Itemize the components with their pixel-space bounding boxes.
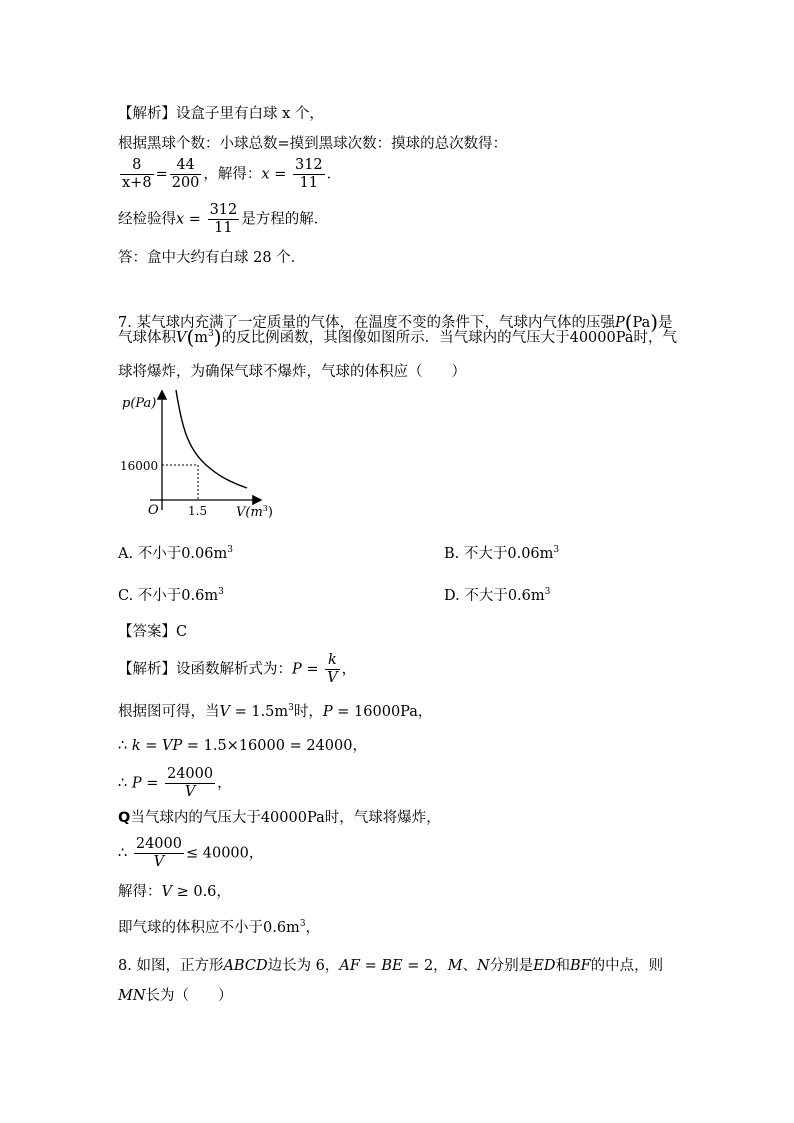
q7-analysis-6	[118, 836, 263, 871]
fraction	[293, 157, 325, 192]
numerator: 312	[209, 202, 238, 218]
text: 8. 如图，正方形	[118, 958, 224, 974]
option-d[interactable]	[444, 586, 550, 606]
value: = 1.5×16000 = 24000	[182, 738, 353, 754]
q6-line2: 根据黑球个数：小球总数=摸到黑球次数：摸球的总次数得：	[118, 136, 508, 152]
paren: )	[650, 310, 659, 334]
fraction	[134, 836, 184, 871]
option-c[interactable]	[118, 586, 224, 606]
x-label-close: )	[267, 505, 273, 520]
option-text: 不大于	[463, 546, 508, 562]
unit: Pa	[615, 330, 634, 346]
curve	[176, 390, 247, 488]
variable: P	[322, 704, 333, 720]
text: 气球体积	[118, 330, 176, 346]
option-label: C.	[118, 588, 134, 604]
q7-analysis-1	[118, 652, 356, 687]
variable: BF	[569, 958, 591, 974]
equals: =	[140, 738, 163, 754]
option-text: 不小于	[137, 546, 182, 562]
value: ≥ 0.6	[176, 884, 217, 900]
exponent: 3	[288, 703, 294, 713]
inverse-graph	[110, 388, 290, 528]
text: ，	[217, 775, 232, 792]
text: ，	[248, 845, 264, 862]
option-value: 0.06m	[507, 546, 554, 562]
q6-equation	[118, 157, 341, 192]
variable: V	[219, 704, 230, 720]
y-axis-label: p(Pa)	[122, 396, 157, 411]
q6-analysis-line	[118, 104, 324, 124]
text: 分别是	[489, 958, 534, 974]
text: 是方程的解．	[241, 211, 329, 228]
denominator: V	[153, 854, 165, 870]
variable: ABCD	[223, 958, 268, 974]
therefore-symbol: ∴	[118, 845, 128, 862]
equals: =	[141, 775, 163, 792]
q7-stem-line3: 球将爆炸，为确保气球不爆炸，气球的体积应（ ）	[118, 364, 466, 380]
option-text: 不小于	[137, 588, 182, 604]
option-value: 0.6m	[507, 588, 545, 604]
q7-analysis-3	[118, 736, 367, 756]
exponent: 3	[544, 587, 551, 597]
paren: )	[213, 325, 222, 349]
text: 长为（ ）	[145, 988, 233, 1004]
text: 7. 某气球内充满了一定质量的气体，在温度不变的条件下，气球内气体的压强	[118, 315, 615, 331]
text: 的反比例函数，其图像如图所示．当气球内的气压大于	[221, 330, 570, 346]
period: ．	[326, 166, 342, 183]
origin-label: O	[148, 503, 159, 518]
variable: k	[131, 738, 141, 754]
option-label: D.	[444, 588, 460, 604]
equals: =	[184, 211, 206, 228]
text: ，	[352, 738, 367, 754]
q6-check	[118, 202, 328, 237]
value: ≤ 40000	[185, 845, 249, 862]
answer-value: C	[176, 624, 188, 640]
fraction	[165, 766, 215, 801]
q7-analysis-7	[118, 882, 231, 902]
denominator: V	[327, 670, 338, 686]
q7-stem-line2-text	[118, 327, 677, 348]
exponent: 3	[553, 545, 560, 555]
text: ，	[417, 704, 433, 720]
equals: =	[359, 958, 382, 974]
text: 根据图可得，当	[118, 704, 220, 720]
denominator: x+8	[122, 175, 152, 191]
numerator: 24000	[166, 766, 214, 782]
analysis-text: 设盒子里有白球 x 个，	[176, 106, 324, 122]
text: 的中点，则	[590, 958, 664, 974]
q7-analysis-5	[118, 808, 441, 828]
value: = 16000Pa	[332, 704, 418, 720]
numerator: 312	[294, 157, 323, 173]
value: 40000	[260, 810, 307, 826]
q8-stem-line2	[118, 986, 233, 1006]
denominator: 200	[171, 175, 200, 191]
option-label: B.	[444, 546, 460, 562]
x-label-exp: 3	[262, 504, 268, 513]
text: 时，	[293, 704, 323, 720]
q7-analysis-8	[118, 918, 320, 938]
text: 解得：	[118, 884, 162, 900]
value: 40000	[569, 330, 616, 346]
therefore-symbol: ∴	[118, 738, 128, 754]
q8-stem-line1	[118, 956, 663, 976]
fraction	[120, 157, 154, 192]
y-tick: 16000	[120, 459, 159, 473]
exponent: 3	[208, 329, 214, 339]
exponent: 3	[218, 587, 224, 597]
value: = 1.5m	[229, 704, 289, 720]
value: 0.6m	[263, 920, 300, 936]
q7-analysis-4	[118, 766, 232, 801]
text: ，	[305, 920, 321, 936]
x-axis-label	[236, 504, 273, 520]
text: 是	[658, 315, 673, 331]
option-b[interactable]	[444, 544, 559, 564]
variable: P	[131, 775, 142, 792]
numerator: 44	[170, 157, 202, 175]
fraction	[325, 652, 339, 687]
numerator: 24000	[135, 836, 182, 852]
paren: (	[186, 325, 195, 349]
text: 当气球内的气压大于	[130, 810, 261, 826]
denominator: V	[184, 784, 196, 800]
denominator: 11	[299, 175, 319, 191]
option-value: 0.6m	[181, 588, 219, 604]
variable: V	[176, 330, 187, 346]
variable: x	[261, 166, 270, 183]
variable: x	[176, 211, 185, 228]
variable: BE	[381, 958, 403, 974]
equals: =	[301, 661, 324, 678]
text: ，	[341, 661, 357, 678]
unit: m	[194, 330, 209, 346]
option-value: 0.06m	[181, 546, 228, 562]
text: 设函数解析式为：	[176, 661, 292, 678]
x-tick: 1.5	[188, 504, 208, 518]
option-text: 不大于	[464, 588, 508, 604]
q7-answer	[118, 622, 187, 642]
denominator: 11	[214, 220, 233, 236]
therefore-symbol: ∴	[118, 775, 128, 792]
text: ，	[216, 884, 231, 900]
because-symbol: Q	[118, 810, 131, 826]
unit: Pa	[306, 810, 325, 826]
analysis-tag: 【解析】	[118, 661, 176, 678]
x-label-text: V(m	[236, 505, 263, 520]
variable: VP	[162, 738, 183, 754]
unit: Pa	[632, 315, 651, 331]
text: ，解得：	[203, 166, 262, 183]
text: 经检验得	[118, 211, 176, 228]
variable: MN	[118, 988, 146, 1004]
option-a[interactable]	[118, 544, 233, 564]
text: = 2，	[402, 958, 448, 974]
variable: V	[161, 884, 172, 900]
q7-analysis-2	[118, 702, 432, 722]
q6-answer: 答：盒中大约有白球 28 个．	[118, 250, 306, 266]
numerator: 8	[120, 157, 154, 175]
equals: =	[155, 166, 168, 183]
analysis-tag: 【解析】	[118, 106, 176, 122]
option-label: A.	[118, 546, 134, 562]
exponent: 3	[227, 545, 233, 555]
text: 和	[555, 958, 570, 974]
text: 时，气球将爆炸，	[324, 810, 441, 826]
answer-tag: 【答案】	[118, 624, 176, 640]
equals: =	[269, 166, 291, 183]
exponent: 3	[299, 919, 306, 929]
variable: N	[477, 958, 490, 974]
variable: P	[292, 661, 302, 678]
text: 边长为 6，	[267, 958, 340, 974]
text: 即气球的体积应不小于	[118, 920, 263, 936]
paren: (	[624, 310, 633, 334]
numerator: k	[325, 652, 339, 670]
variable: M	[447, 958, 463, 974]
fraction	[208, 202, 240, 237]
text: 时，气	[633, 330, 677, 346]
text: 、	[462, 958, 478, 974]
variable: AF	[339, 958, 360, 974]
variable: P	[614, 315, 625, 331]
variable: ED	[533, 958, 556, 974]
fraction	[170, 157, 202, 192]
